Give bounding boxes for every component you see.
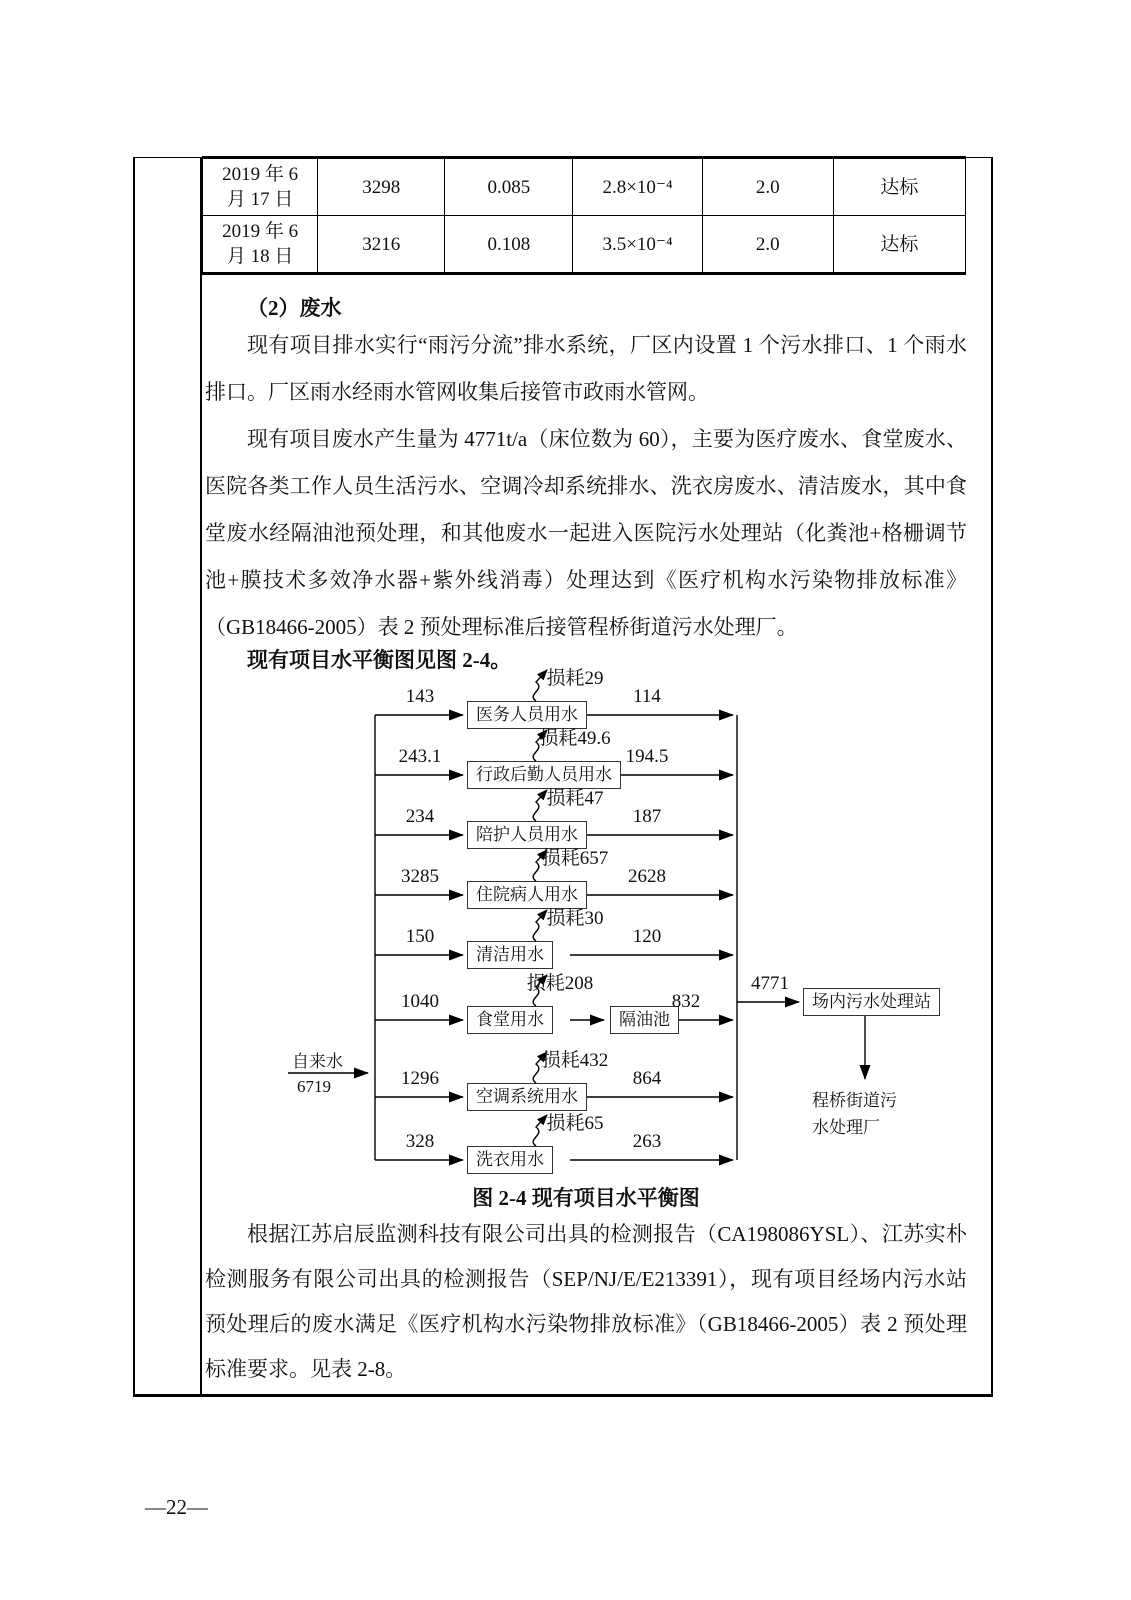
figure-caption: 图 2-4 现有项目水平衡图: [472, 1186, 700, 1210]
flow-loss-label: 损耗657: [541, 848, 609, 869]
date-line2: 月 18 日: [226, 246, 294, 267]
source-label: 自来水: [292, 1052, 343, 1071]
section-heading: （2）废水: [247, 296, 342, 320]
date-line1: 2019 年 6: [222, 221, 299, 242]
value-cell: 2.8×10⁻⁴: [573, 158, 702, 216]
flow-loss-label: 损耗30: [546, 908, 604, 929]
table-row: [203, 158, 966, 216]
flow-box: 洗衣用水: [467, 1146, 553, 1174]
flow-output-value: 187: [632, 806, 662, 827]
flow-box: 医务人员用水: [467, 701, 587, 729]
value-cell: 3298: [318, 158, 445, 216]
flow-box: 行政后勤人员用水: [467, 761, 621, 789]
paragraph-1: 现有项目排水实行“雨污分流”排水系统，厂区内设置 1 个污水排口、1 个雨水排口。厂区雨水经雨水管网收集后接管市政雨水管网。: [205, 333, 967, 404]
flow-output-value: 864: [632, 1068, 662, 1089]
date-cell: [203, 216, 318, 274]
flow-loss-label: 损耗208: [526, 973, 594, 994]
flow-output-value: 832: [671, 991, 701, 1012]
date-cell: [203, 158, 318, 216]
result-cell: 达标: [833, 216, 965, 274]
outer-left-border: [133, 157, 135, 1397]
paragraph-2: 现有项目废水产生量为 4771t/a（床位数为 60），主要为医疗废水、食堂废水、医院各类工作人员生活污水、空调冷却系统排水、洗衣房废水、清洁废水，其中食堂废水经隔油池预处理，和其他废水一起进入医院污水处理站（化粪池+格栅调节池+膜技术多效净水器+紫外线消毒）处理达到《医疗机构水污染物排放标准》（GB18466-2005）表 2 预处理标准后接管程桥街道污水处理厂。: [205, 427, 967, 639]
bottom-border: [133, 1394, 993, 1397]
flow-box: 陪护人员用水: [467, 821, 587, 849]
flow-box: 食堂用水: [467, 1006, 553, 1034]
flow-box: 空调系统用水: [467, 1083, 587, 1111]
flow-output-value: 263: [632, 1131, 662, 1152]
paragraph-4: 根据江苏启辰监测科技有限公司出具的检测报告（CA198086YSL）、江苏实朴检测服务有限公司出具的检测报告（SEP/NJ/E/E213391），现有项目经场内污水站预处理后的废水满足《医疗机构水污染物排放标准》（GB18466-2005）表 2 预处理标准要求。见表 2-8。: [205, 1222, 967, 1381]
flow-loss-label: 损耗47: [546, 788, 604, 809]
value-cell: 0.108: [445, 216, 573, 274]
flow-input-value: 1040: [401, 991, 439, 1012]
flow-loss-label: 损耗432: [541, 1050, 609, 1071]
flow-box: 住院病人用水: [467, 881, 587, 909]
municipal-plant-line2: 水处理厂: [812, 1118, 880, 1137]
value-cell: 3.5×10⁻⁴: [573, 216, 702, 274]
grease-trap-box: 隔油池: [610, 1006, 679, 1034]
flow-input-value: 243.1: [398, 746, 442, 767]
flow-input-value: 150: [405, 926, 435, 947]
flow-output-value: 120: [632, 926, 662, 947]
table-row: [203, 216, 966, 274]
flow-box: 清洁用水: [467, 941, 553, 969]
monitoring-table: [202, 156, 966, 275]
source-value: 6719: [297, 1077, 331, 1096]
municipal-plant-line1: 程桥街道污: [812, 1091, 897, 1110]
paragraph-3: 现有项目水平衡图见图 2-4。: [247, 648, 512, 672]
date-line2: 月 17 日: [226, 189, 294, 210]
total-flow-value: 4771: [751, 973, 789, 994]
value-cell: 0.085: [445, 158, 573, 216]
flow-input-value: 328: [405, 1131, 435, 1152]
date-line1: 2019 年 6: [222, 164, 299, 185]
flow-loss-label: 损耗65: [546, 1113, 604, 1134]
value-cell: 2.0: [702, 158, 833, 216]
flow-output-value: 2628: [628, 866, 666, 887]
onsite-station-box: 场内污水处理站: [803, 988, 940, 1016]
flow-output-value: 194.5: [625, 746, 669, 767]
page-number: —22—: [145, 1495, 208, 1519]
flow-input-value: 3285: [401, 866, 439, 887]
flow-loss-label: 损耗49.6: [539, 728, 611, 749]
flow-input-value: 143: [405, 686, 435, 707]
flow-input-value: 1296: [401, 1068, 439, 1089]
flow-output-value: 114: [633, 686, 661, 707]
water-balance-diagram: [200, 655, 993, 1220]
value-cell: 3216: [318, 216, 445, 274]
value-cell: 2.0: [702, 216, 833, 274]
result-cell: 达标: [833, 158, 965, 216]
flow-loss-label: 损耗29: [546, 668, 604, 689]
flow-input-value: 234: [405, 806, 435, 827]
